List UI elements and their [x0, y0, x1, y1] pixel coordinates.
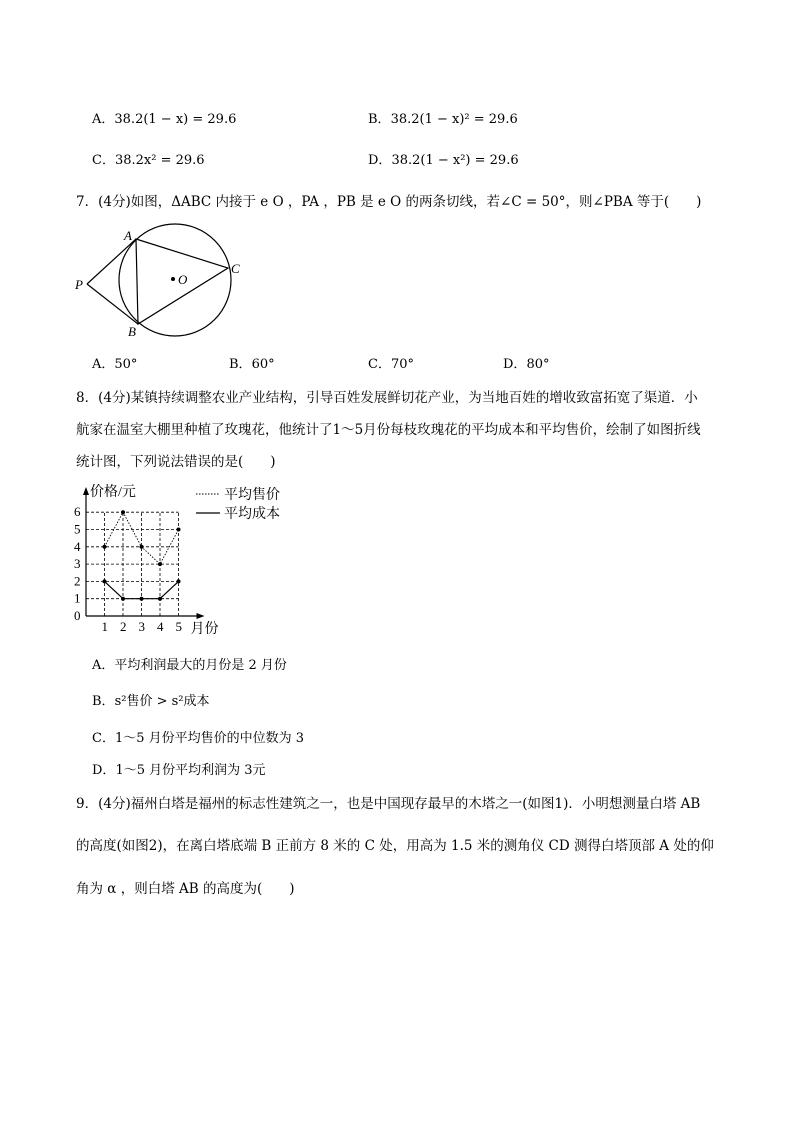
q8-stem-line-2: 航家在温室大棚里种植了玫瑰花，他统计了1～5月份每枝玫瑰花的平均成本和平均售价，绘制了如图折线: [76, 422, 701, 438]
q7-option-a: A．50°: [92, 357, 138, 372]
y-tick-label: 4: [74, 538, 81, 554]
x-tick-label: 1: [101, 619, 108, 634]
data-point: [177, 579, 181, 583]
q8-stem-line-3: 统计图，下列说法错误的是( ): [76, 454, 276, 470]
x-tick-label: 3: [138, 619, 145, 634]
x-tick-label: 4: [157, 619, 164, 634]
data-point: [158, 597, 162, 601]
legend-label: 平均售价: [224, 488, 280, 503]
data-point: [158, 562, 162, 566]
x-axis-arrow: [197, 613, 205, 619]
y-tick-label: 3: [74, 556, 81, 572]
data-point: [103, 545, 107, 549]
q9-stem-line-1: 9．(4分)福州白塔是福州的标志性建筑之一，也是中国现存最早的木塔之一(如图1)．小明想测量白塔 AB: [76, 796, 701, 812]
label-o: O: [178, 272, 188, 287]
q8-option-c: C．1～5 月份平均售价的中位数为 3: [92, 731, 305, 746]
q6-option-b: B．38.2(1 − x)² = 29.6: [368, 112, 518, 127]
q7-option-d: D．80°: [503, 357, 550, 372]
label-a: A: [124, 228, 132, 243]
label-b: B: [128, 324, 136, 339]
q9-stem-line-2: 的高度(如图2)，在离白塔底端 B 正前方 8 米的 C 处，用高为 1.5 米的测角仪 CD 测得白塔顶部 A 处的仰: [76, 838, 714, 854]
q6-option-c: C．38.2x² = 29.6: [92, 153, 205, 168]
q7-circle-figure: [70, 222, 250, 340]
tangent-pb: [87, 284, 138, 324]
data-point: [177, 528, 181, 532]
q8-option-a: A．平均利润最大的月份是 2 月份: [92, 658, 287, 673]
y-axis-arrow: [83, 487, 89, 495]
label-p: P: [75, 277, 83, 292]
data-point: [140, 597, 144, 601]
y-tick-label: 5: [74, 521, 81, 537]
q8-line-chart: [70, 478, 310, 640]
legend-label: 平均成本: [224, 507, 280, 522]
x-axis-label: 月份: [190, 622, 219, 637]
q8-stem-line-1: 8．(4分)某镇持续调整农业产业结构，引导百姓发展鲜切花产业，为当地百姓的增收致富拓宽了渠道．小: [76, 390, 698, 406]
label-c: C: [231, 261, 240, 276]
q7-stem: 7．(4分)如图，ΔABC 内接于 e O ，PA ，PB 是 e O 的两条切线，若∠C = 50°，则∠PBA 等于( ): [76, 194, 702, 210]
q9-stem-line-3: 角为 α ，则白塔 AB 的高度为( ): [76, 881, 295, 897]
y-tick-label: 6: [74, 504, 81, 520]
y-axis-label: 价格/元: [90, 485, 136, 500]
q8-option-d: D．1～5 月份平均利润为 3元: [92, 763, 266, 778]
data-point: [140, 545, 144, 549]
q7-option-c: C．70°: [368, 357, 414, 372]
data-point: [103, 579, 107, 583]
data-point: [121, 597, 125, 601]
q6-option-d: D．38.2(1 − x²) = 29.6: [368, 153, 519, 168]
x-tick-label: 5: [175, 619, 182, 634]
y-tick-label: 1: [74, 590, 81, 606]
center-point: [171, 277, 175, 281]
q8-option-b: B．s²售价 > s²成本: [92, 694, 210, 709]
data-point: [121, 510, 125, 514]
y-tick-label: 2: [74, 573, 81, 589]
q7-option-b: B．60°: [229, 357, 275, 372]
x-tick-label: 2: [120, 619, 127, 634]
q6-option-a: A．38.2(1 − x) = 29.6: [92, 112, 237, 127]
y-tick-label: 0: [74, 608, 81, 623]
tangent-pa: [87, 239, 136, 284]
